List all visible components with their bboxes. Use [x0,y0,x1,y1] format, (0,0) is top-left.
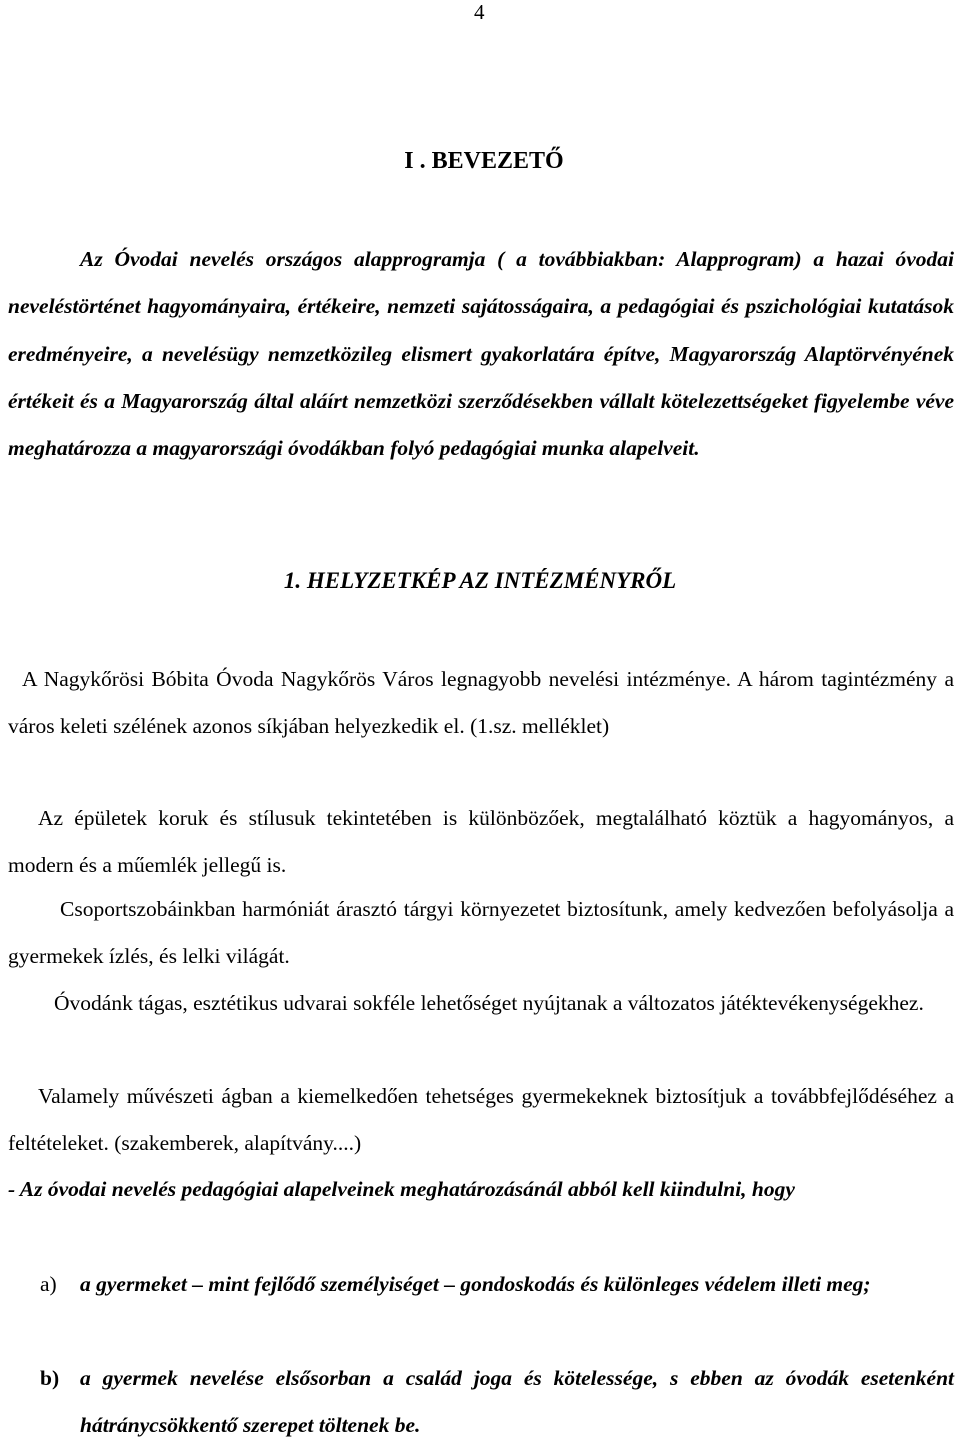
paragraph-institution [8,656,954,750]
list-item [8,1355,954,1449]
paragraph-yards [8,980,954,1027]
paragraph-buildings [8,795,954,889]
list-marker: a) [40,1272,57,1296]
section-heading: 1. HELYZETKÉP AZ INTÉZMÉNYRŐL [283,568,677,593]
list-item-text: a gyermek nevelése elsősorban a család joga és kötelessége, s ebben az óvodák esetenként hátránycsökkentő szerepet töltenek be. [80,1366,954,1437]
paragraph-text: Óvodánk tágas, esztétikus udvarai sokféle lehetőséget nyújtanak a változatos játéktevékenységekhez. [54,991,924,1015]
page-number: 4 [474,0,485,24]
paragraph-text: A Nagykőrösi Bóbita Óvoda Nagykőrös Város legnagyobb nevelési intézménye. A három tagintézmény a város keleti szélének azonos síkjában helyezkedik el. (1.sz. melléklet) [8,667,954,738]
paragraph-text: Csoportszobáinkban harmóniát árasztó tárgyi környezetet biztosítunk, amely kedvezően befolyásolja a gyermekek ízlés, és lelki világát. [8,897,954,968]
intro-text: Az Óvodai nevelés országos alapprogramja ( a továbbiakban: Alapprogram) a hazai óvodai neveléstörténet hagyományaira, értékeire, nemzeti sajátosságaira, a pedagógiai és pszichológiai kutatások eredményeire, a nevelésügy nemzetközileg elismert gyakorlatára építve, Magyarország Alaptörvényének értékeit és a Magyarország által aláírt nemzetközi szerződésekben vállalt kötelezettségeket figyelembe véve meghatározza a magyarországi óvodákban folyó pedagógiai munka alapelveit. [8,247,954,461]
list-item [8,1261,954,1308]
list-marker: b) [40,1366,60,1390]
chapter-heading: I . BEVEZETŐ [404,148,564,174]
principle-intro: - Az óvodai nevelés pedagógiai alapelveinek meghatározásánál abból kell kiindulni, hogy [8,1177,795,1201]
intro-paragraph [8,236,954,472]
list-item-text: a gyermeket – mint fejlődő személyiséget – gondoskodás és különleges védelem illeti meg; [80,1272,871,1296]
paragraph-text: Az épületek koruk és stílusuk tekintetében is különbözőek, megtalálható köztük a hagyományos, a modern és a műemlék jellegű is. [8,806,954,877]
paragraph-group-rooms [8,886,954,980]
paragraph-text: Valamely művészeti ágban a kiemelkedően tehetséges gyermekeknek biztosítjuk a továbbfejlődéséhez a feltételeket. (szakemberek, alapítvány....) [8,1084,954,1155]
paragraph-talent [8,1073,954,1167]
